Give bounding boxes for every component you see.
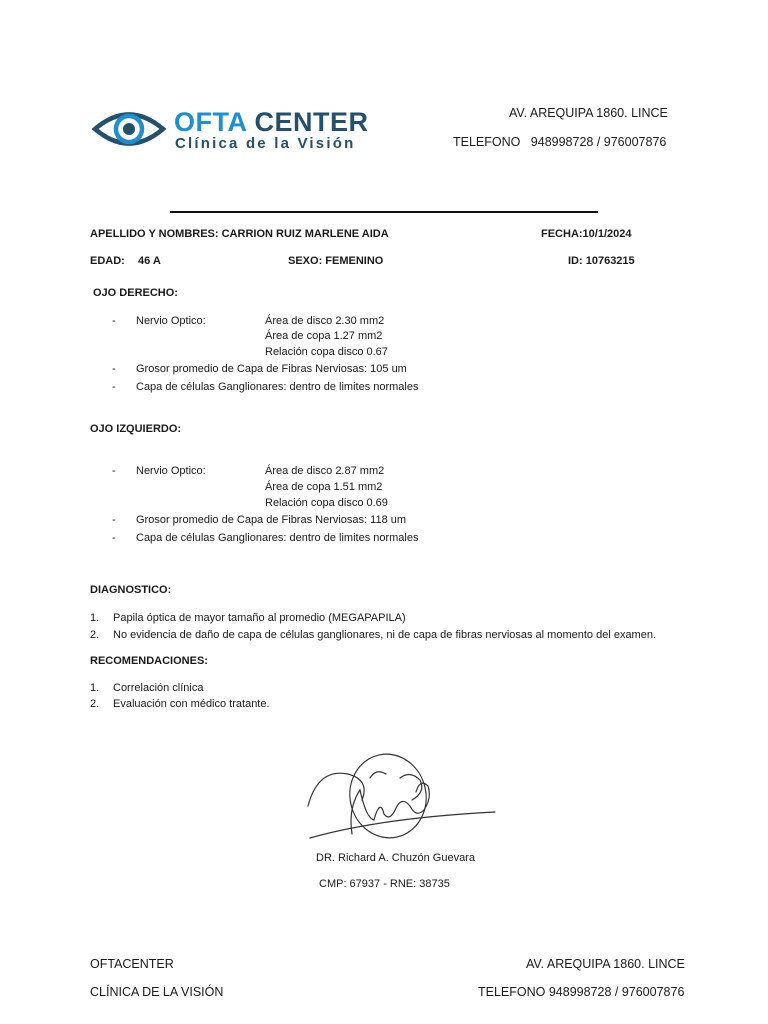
brand-part-center: CENTER <box>254 107 369 137</box>
brand-tagline: Clínica de la Visión <box>175 135 356 152</box>
right-eye-title: OJO DERECHO: <box>93 287 178 299</box>
right-rnfl: Grosor promedio de Capa de Fibras Nerviosas: 105 um <box>136 363 407 375</box>
left-ganglion: Capa de células Ganglionares: dentro de limites normales <box>136 532 419 544</box>
sex-label: SEXO: FEMENINO <box>288 255 384 267</box>
diagnosis-item-number: 2. <box>90 629 100 641</box>
bullet: - <box>112 514 116 526</box>
doctor-registry: CMP: 67937 - RNE: 38735 <box>319 878 450 890</box>
bullet: - <box>112 363 116 375</box>
diagnosis-item-text: Papila óptica de mayor tamaño al promedio (MEGAPAPILA) <box>113 612 406 624</box>
right-cup-disc-ratio: Relación copa disco 0.67 <box>265 346 388 358</box>
right-cup-area: Área de copa 1.27 mm2 <box>265 330 383 342</box>
doctor-name: DR. Richard A. Chuzón Guevara <box>316 852 475 864</box>
exam-date: FECHA:10/1/2024 <box>541 228 632 240</box>
age-label: EDAD: <box>90 255 125 267</box>
left-cup-area: Área de copa 1.51 mm2 <box>265 481 383 493</box>
left-cup-disc-ratio: Relación copa disco 0.69 <box>265 497 388 509</box>
right-ganglion: Capa de células Ganglionares: dentro de limites normales <box>136 381 419 393</box>
left-disc-area: Área de disco 2.87 mm2 <box>265 465 385 477</box>
brand-part-ofta: OFTA <box>174 107 248 137</box>
left-rnfl: Grosor promedio de Capa de Fibras Nerviosas: 118 um <box>136 514 407 526</box>
bullet: - <box>112 381 116 393</box>
footer-phone: TELEFONO 948998728 / 976007876 <box>478 985 685 999</box>
diagnosis-title: DIAGNOSTICO: <box>90 584 172 596</box>
right-nerve-label: Nervio Optico: <box>136 315 206 327</box>
recommendation-item-text: Evaluación con médico tratante. <box>113 698 270 710</box>
left-eye-title: OJO IZQUIERDO: <box>90 423 182 435</box>
signature-image <box>300 748 500 844</box>
footer-address: AV. AREQUIPA 1860. LINCE <box>526 957 685 971</box>
diagnosis-item-text: No evidencia de daño de capa de células ganglionares, ni de capa de fibras nerviosas al momento del examen. <box>113 629 657 641</box>
diagnosis-item-number: 1. <box>90 612 100 624</box>
footer-clinic-tagline: CLÍNICA DE LA VISIÓN <box>90 985 224 999</box>
patient-id: ID: 10763215 <box>568 255 635 267</box>
header-phone: TELEFONO 948998728 / 976007876 <box>453 135 667 149</box>
footer-clinic-name: OFTACENTER <box>90 957 174 971</box>
header-divider <box>170 211 598 213</box>
bullet: - <box>112 315 116 327</box>
header-address: AV. AREQUIPA 1860. LINCE <box>509 106 668 120</box>
recommendations-title: RECOMENDACIONES: <box>90 655 208 667</box>
age-value: 46 A <box>138 255 161 267</box>
patient-name: APELLIDO Y NOMBRES: CARRION RUIZ MARLENE AIDA <box>90 228 389 240</box>
eye-icon <box>92 106 166 152</box>
recommendation-item-text: Correlación clínica <box>113 682 204 694</box>
brand-name <box>174 109 369 136</box>
recommendation-item-number: 2. <box>90 698 100 710</box>
left-nerve-label: Nervio Optico: <box>136 465 206 477</box>
bullet: - <box>112 532 116 544</box>
bullet: - <box>112 465 116 477</box>
recommendation-item-number: 1. <box>90 682 100 694</box>
right-disc-area: Área de disco 2.30 mm2 <box>265 315 385 327</box>
